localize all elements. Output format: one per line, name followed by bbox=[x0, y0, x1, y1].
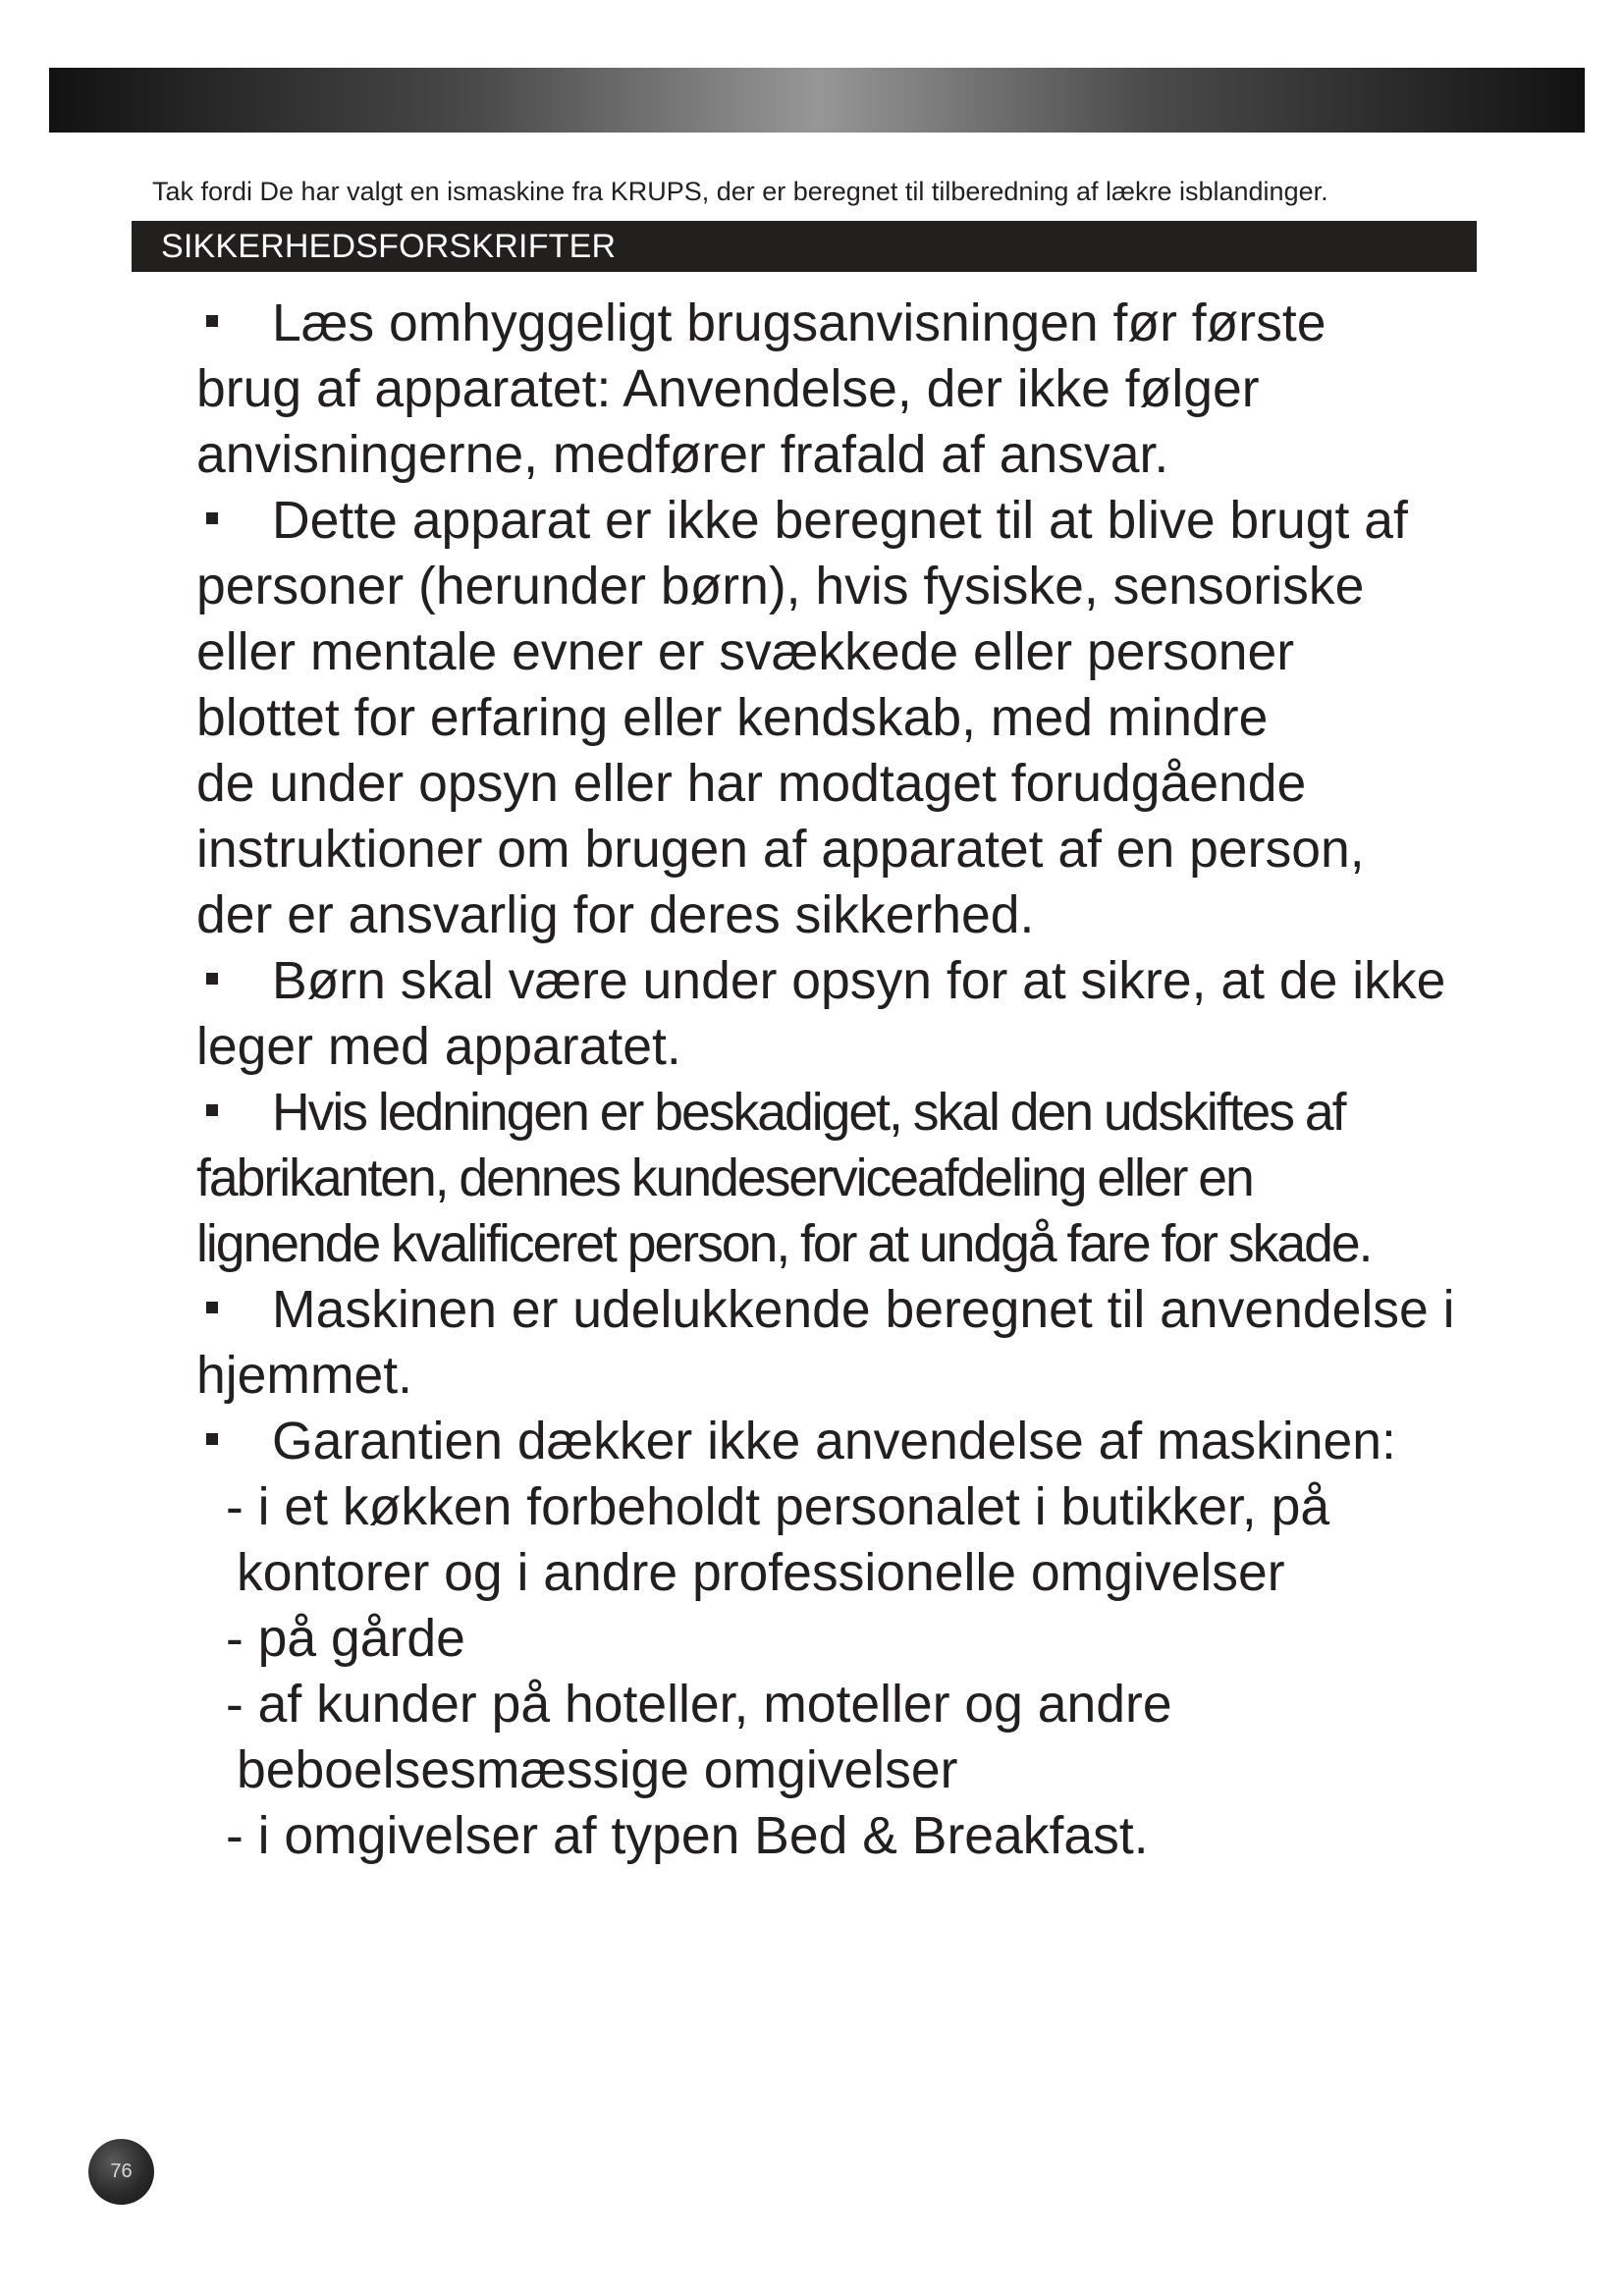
bullet-square-icon bbox=[206, 973, 218, 985]
page-number-badge: 76 bbox=[88, 2139, 154, 2205]
sub-list-item bbox=[196, 1672, 1581, 1803]
sub-list-item-text: - i et køkken forbeholdt personalet i butikker, på bbox=[226, 1478, 1330, 1536]
list-item-text: eller mentale evner er svækkede eller personer bbox=[196, 623, 1295, 681]
list-item-text: Maskinen er udelukkende beregnet til anvendelse i bbox=[272, 1281, 1455, 1339]
sub-list-item-text: - i omgivelser af typen Bed & Breakfast. bbox=[226, 1807, 1149, 1865]
list-item-text: Hvis ledningen er beskadiget, skal den udskiftes af bbox=[272, 1084, 1345, 1142]
list-item-text: Dette apparat er ikke beregnet til at blive brugt af bbox=[272, 492, 1408, 550]
list-item-text: brug af apparatet: Anvendelse, der ikke følger bbox=[196, 360, 1260, 418]
sub-list-item bbox=[196, 1803, 1581, 1869]
sub-list-item-text: beboelsesmæssige omgivelser bbox=[237, 1741, 958, 1799]
list-item-text: hjemmet. bbox=[196, 1347, 413, 1405]
list-item-text: blottet for erfaring eller kendskab, med mindre bbox=[196, 689, 1269, 747]
section-title: SIKKERHEDSFORSKRIFTER bbox=[132, 221, 1477, 272]
intro-text: Tak fordi De har valgt en ismaskine fra KRUPS, der er beregnet til tilberedning af lækre isblandinger. bbox=[152, 177, 1328, 206]
sub-list-item-text: - af kunder på hoteller, moteller og andre bbox=[226, 1676, 1172, 1734]
bullet-square-icon bbox=[206, 1104, 218, 1116]
bullet-square-icon bbox=[206, 512, 218, 524]
sub-list-item bbox=[196, 1606, 1581, 1672]
list-item bbox=[196, 1277, 1581, 1409]
sub-list-item-text: kontorer og i andre professionelle omgivelser bbox=[237, 1544, 1285, 1602]
list-item bbox=[196, 291, 1581, 488]
bullet-square-icon bbox=[206, 315, 218, 327]
sub-list-item bbox=[196, 1474, 1581, 1606]
list-item bbox=[196, 1080, 1581, 1277]
list-item-text: de under opsyn eller har modtaget forudgående bbox=[196, 755, 1307, 813]
list-item-text: anvisningerne, medfører frafald af ansvar. bbox=[196, 426, 1169, 484]
list-item-text: instruktioner om brugen af apparatet af en person, bbox=[196, 821, 1365, 879]
list-item-text: lignende kvalificeret person, for at undgå fare for skade. bbox=[196, 1215, 1372, 1273]
bullet-square-icon bbox=[206, 1302, 218, 1313]
list-item bbox=[196, 488, 1581, 948]
list-item bbox=[196, 948, 1581, 1080]
safety-list bbox=[196, 291, 1581, 1869]
list-item-text: Børn skal være under opsyn for at sikre, at de ikke bbox=[272, 952, 1446, 1010]
header-gradient-bar bbox=[49, 68, 1585, 133]
bullet-square-icon bbox=[206, 1433, 218, 1445]
list-item bbox=[196, 1409, 1581, 1869]
list-item-text: Læs omhyggeligt brugsanvisningen før første bbox=[272, 294, 1326, 352]
list-item-text: fabrikanten, dennes kundeserviceafdeling eller en bbox=[196, 1149, 1253, 1207]
list-item-text: der er ansvarlig for deres sikkerhed. bbox=[196, 886, 1035, 944]
sub-list-item-text: - på gårde bbox=[226, 1610, 465, 1668]
list-item-text: Garantien dækker ikke anvendelse af maskinen: bbox=[272, 1413, 1396, 1470]
list-item-text: personer (herunder børn), hvis fysiske, sensoriske bbox=[196, 558, 1365, 615]
list-item-text: leger med apparatet. bbox=[196, 1018, 681, 1076]
